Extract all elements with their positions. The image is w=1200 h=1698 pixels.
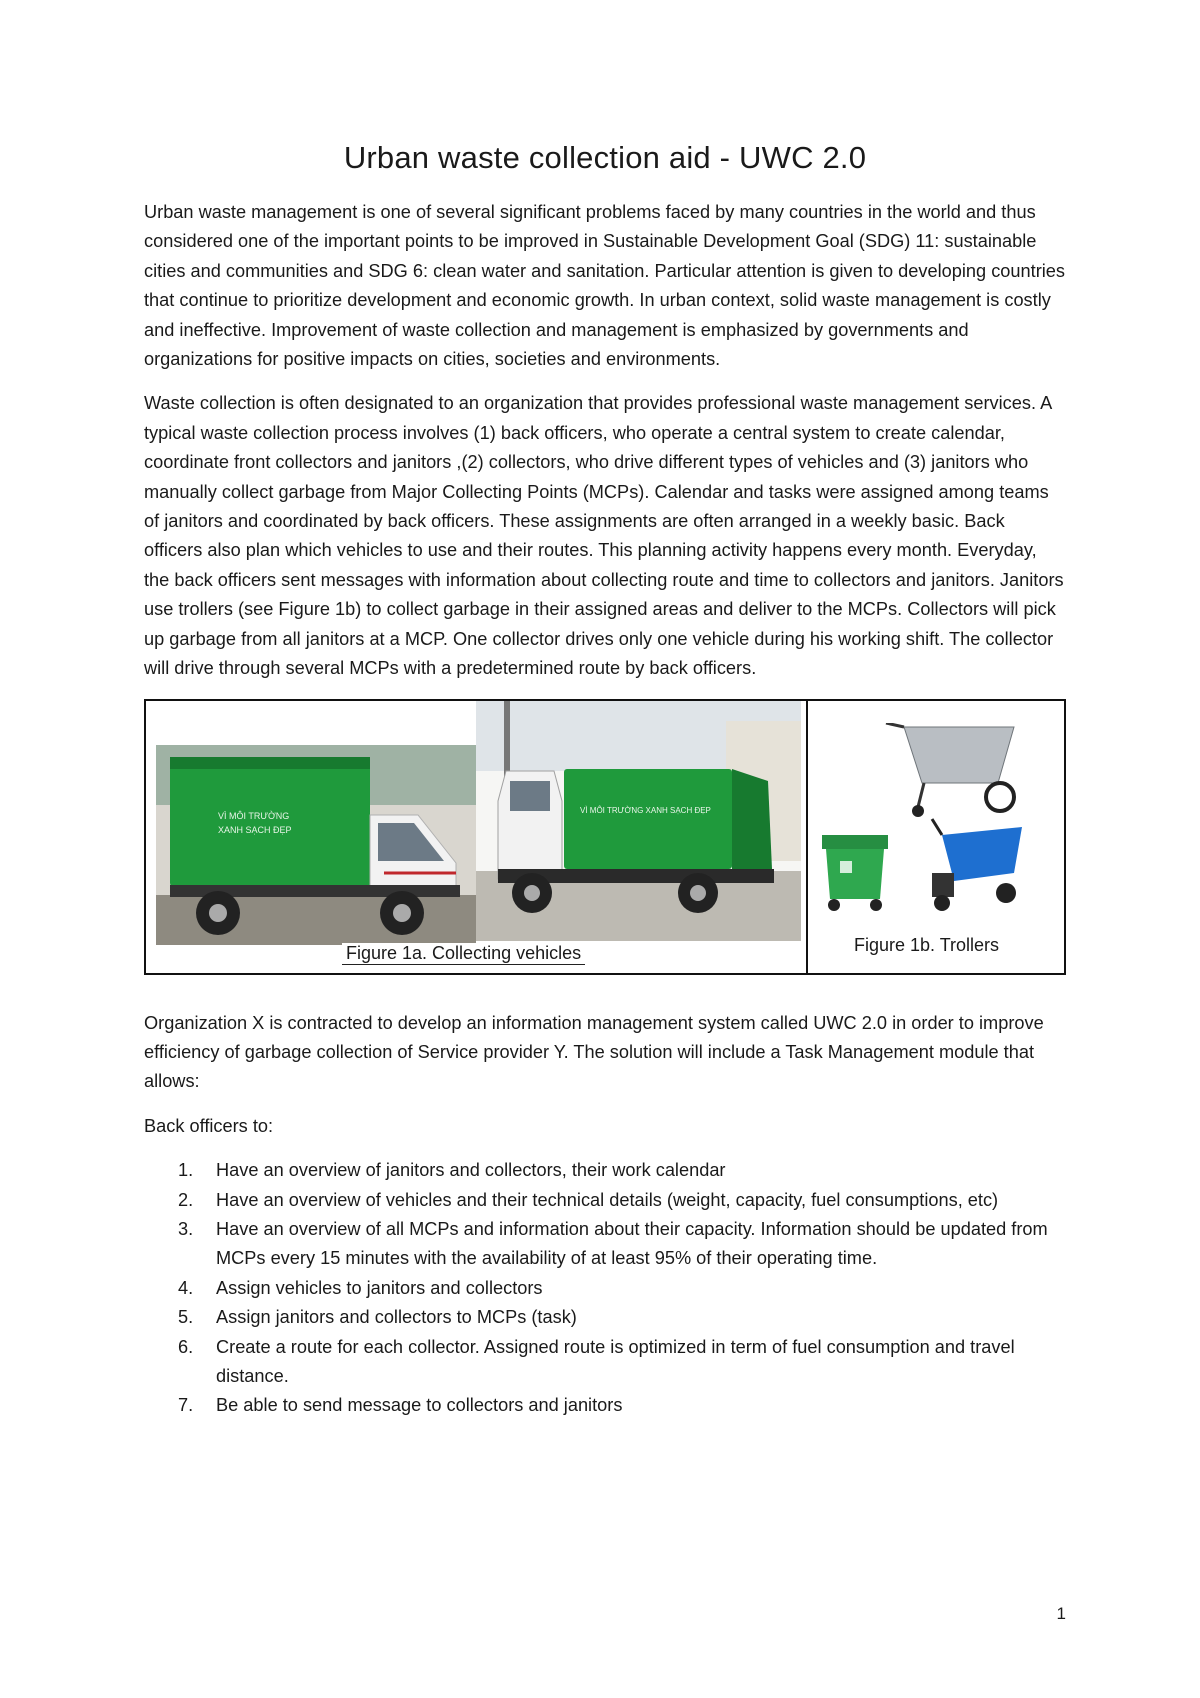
list-item-text: Create a route for each collector. Assigned route is optimized in term of fuel consumption and travel distance. — [216, 1336, 1015, 1386]
list-item — [144, 1156, 1066, 1185]
list-intro: Back officers to: — [144, 1115, 274, 1136]
compactor-truck-image — [476, 701, 801, 941]
figure-1 — [144, 699, 1066, 975]
figure-1b-caption: Figure 1b. Trollers — [854, 934, 1000, 955]
intro-paragraph: Urban waste management is one of several significant problems faced by many countries in the world and thus considered one of the important points to be improved in Sustainable Development Goal (SDG) 11: sustainable cities and communities and SDG 6: clean water and sanitation. Particular attention is given to developing countries that continue to prioritize development and economic growth. In urban context, solid waste management is costly and ineffective. Improvement of waste collection and management is emphasized by governments and organizations for positive impacts on cities, societies and environments. — [144, 202, 1065, 370]
list-item-number: 1. — [178, 1160, 194, 1181]
list-item-text: Have an overview of all MCPs and information about their capacity. Information should be updated from MCPs every 15 minutes with the availability of at least 95% of their operating time. — [216, 1218, 1048, 1269]
list-item — [144, 1186, 1066, 1215]
document-title: Urban waste collection aid - UWC 2.0 — [343, 140, 867, 175]
list-item-number: 5. — [178, 1307, 194, 1328]
list-item-text: Assign vehicles to janitors and collectors — [216, 1277, 543, 1298]
list-item-number: 3. — [178, 1218, 194, 1239]
blue-trolley-icon — [932, 819, 1022, 911]
list-item-text: Be able to send message to collectors and janitors — [216, 1395, 623, 1416]
list-item — [144, 1333, 1066, 1392]
truck-small-text-1: VÌ MÔI TRƯỜNG — [218, 810, 290, 821]
list-item-text: Assign janitors and collectors to MCPs (task) — [216, 1307, 577, 1328]
list-item — [144, 1274, 1066, 1303]
document-page — [144, 140, 1066, 1421]
figure-divider — [806, 701, 808, 973]
truck-large-text: VÌ MÔI TRƯỜNG XANH SẠCH ĐẸP — [580, 805, 711, 815]
list-item-number: 2. — [178, 1189, 194, 1210]
list-item — [144, 1303, 1066, 1332]
steel-trolley-icon — [886, 723, 1014, 817]
list-item — [144, 1215, 1066, 1274]
process-paragraph: Waste collection is often designated to an organization that provides professional waste management services. A typical waste collection process involves (1) back officers, who operate a central system to create calendar, coordinate front collectors and janitors ,(2) collectors, who drive different types of vehicles and (3) janitors who manually collect garbage from Major Collecting Points (MCPs). Calendar and tasks were assigned among teams of janitors and coordinated by back officers. These assignments are often arranged in a weekly basic. Back officers also plan which vehicles to use and their routes. This planning activity happens every month. Everyday, the back officers sent messages with information about collecting route and time to collectors and janitors. Janitors use trollers (see Figure 1b) to collect garbage in their assigned areas and deliver to the MCPs. Collectors will pick up garbage from all janitors at a MCP. One collector drives only one vehicle during his working shift. The collector will drive through several MCPs with a predetermined route by back officers. — [144, 393, 1064, 679]
list-item-number: 4. — [178, 1277, 194, 1298]
list-item — [144, 1391, 1066, 1420]
figure-1a-caption: Figure 1a. Collecting vehicles — [342, 943, 585, 965]
list-item-text: Have an overview of janitors and collectors, their work calendar — [216, 1160, 726, 1181]
page-number: 1 — [1056, 1604, 1066, 1623]
list-item-number: 6. — [178, 1336, 194, 1357]
green-bin-icon — [822, 835, 888, 911]
list-item-number: 7. — [178, 1395, 194, 1416]
list-item-text: Have an overview of vehicles and their technical details (weight, capacity, fuel consumptions, etc) — [216, 1189, 999, 1210]
contract-paragraph: Organization X is contracted to develop an information management system called UWC 2.0 in order to improve efficiency of garbage collection of Service provider Y. The solution will include a Task Management module that allows: — [144, 1012, 1044, 1092]
trolleys-image — [814, 723, 1064, 919]
truck-small-text-2: XANH SẠCH ĐẸP — [218, 824, 292, 835]
small-garbage-truck-image — [156, 745, 476, 945]
requirements-list — [144, 1156, 1066, 1421]
